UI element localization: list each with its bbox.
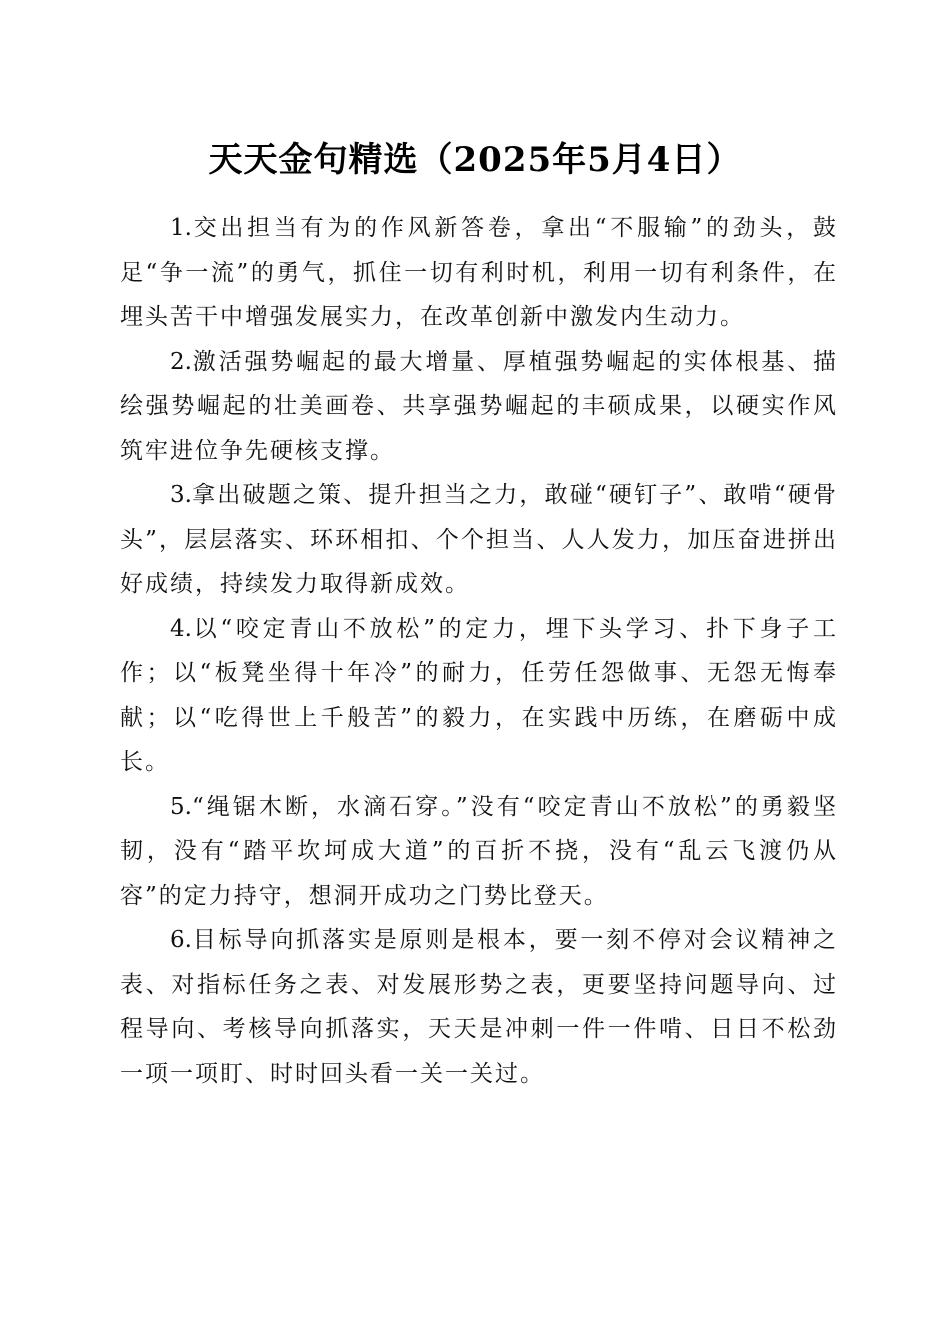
paragraph — [120, 473, 838, 607]
paragraph — [120, 206, 838, 340]
paragraph-number: 4. — [170, 615, 192, 642]
paragraph-text: 以“咬定青山不放松”的定力，埋下头学习、扑下身子工作；以“板凳坐得十年冷”的耐力，任劳任怨做事、无怨无悔奉献；以“吃得世上千般苦”的毅力，在实践中历练，在磨砺中成长。 — [120, 615, 838, 775]
paragraph-number: 3. — [170, 482, 192, 508]
paragraph-text: 交出担当有为的作风新答卷，拿出“不服输”的劲头，鼓足“争一流”的勇气，抓住一切有利时机，利用一切有利条件，在埋头苦干中增强发展实力，在改革创新中激发内生动力。 — [120, 215, 838, 330]
paragraph-text: 激活强势崛起的最大增量、厚植强势崛起的实体根基、描绘强势崛起的壮美画卷、共享强势崛起的丰硕成果，以硬实作风筑牢进位争先硬核支撑。 — [120, 348, 838, 464]
paragraph — [120, 785, 838, 919]
paragraph-text: 目标导向抓落实是原则是根本，要一刻不停对会议精神之表、对指标任务之表、对发展形势之表，更要坚持问题导向、过程导向、考核导向抓落实，天天是冲刺一件一件啃、日日不松劲一项一项盯、时时回头看一关一关过。 — [120, 927, 838, 1087]
paragraph-text: “绳锯木断，水滴石穿。”没有“咬定青山不放松”的勇毅坚韧，没有“踏平坎坷成大道”的百折不挠，没有“乱云飞渡仍从容”的定力持守，想洞开成功之门势比登天。 — [120, 793, 838, 909]
paragraph — [120, 607, 838, 785]
paragraph-number: 5. — [170, 793, 192, 820]
paragraph — [120, 918, 838, 1096]
document-title: 天天金句精选（2025年5月4日） — [208, 140, 742, 180]
paragraph-number: 2. — [170, 348, 192, 375]
paragraph-number: 1. — [170, 215, 192, 241]
paragraph-number: 6. — [170, 927, 192, 953]
paragraph-text: 拿出破题之策、提升担当之力，敢碰“硬钉子”、敢啃“硬骨头”，层层落实、环环相扣、个个担当、人人发力，加压奋进拼出好成绩，持续发力取得新成效。 — [120, 482, 838, 597]
paragraph — [120, 340, 838, 474]
document-body — [120, 206, 838, 1096]
